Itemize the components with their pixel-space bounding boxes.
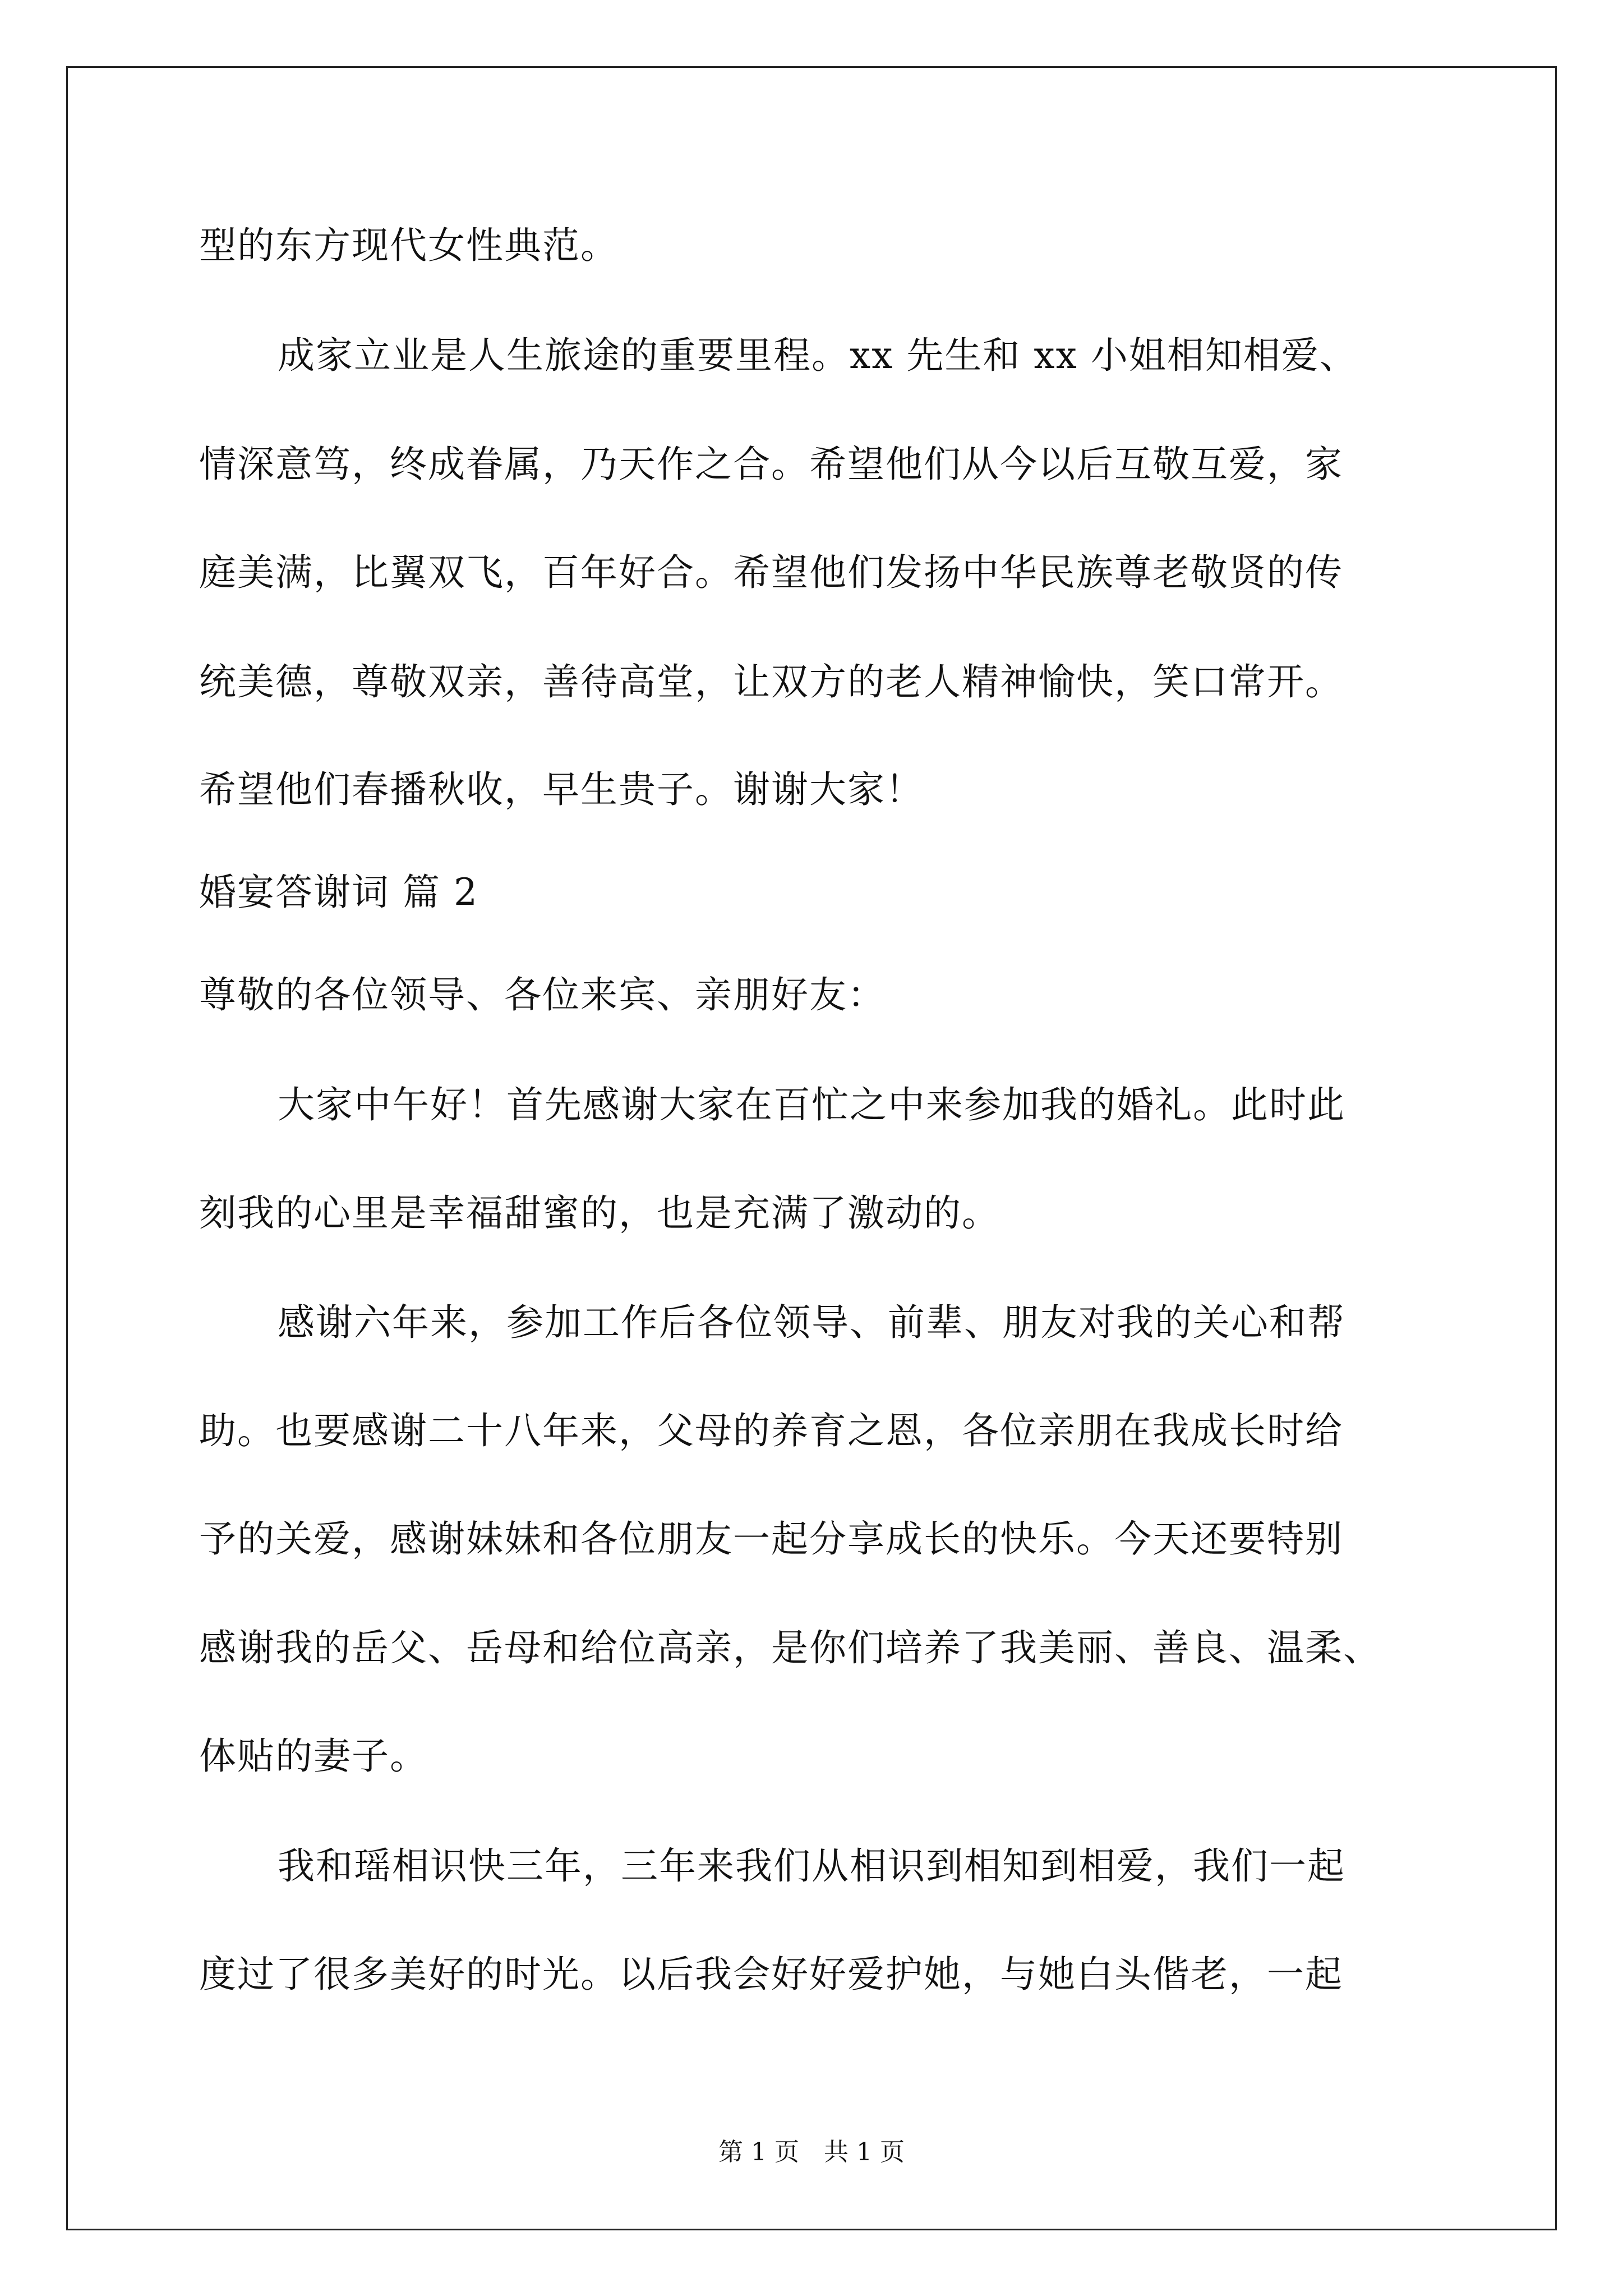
text-line: 统美德，尊敬双亲，善待高堂，让双方的老人精神愉快，笑口常开。 [199,660,1343,703]
text-line: 体贴的妻子。 [199,1734,428,1778]
text-line: 助。也要感谢二十八年来，父母的养育之恩，各位亲朋在我成长时给 [199,1409,1343,1452]
text-line: 大家中午好！首先感谢大家在百忙之中来参加我的婚礼。此时此 [278,1083,1345,1126]
text-line: 感谢六年来，参加工作后各位领导、前辈、朋友对我的关心和帮 [278,1301,1345,1344]
text-line: 成家立业是人生旅途的重要里程。xx 先生和 xx 小姐相知相爱、 [278,334,1358,377]
text-line: 型的东方现代女性典范。 [199,224,619,267]
text-line: 情深意笃，终成眷属，乃天作之合。希望他们从今以后互敬互爱，家 [199,443,1343,486]
text-line: 庭美满，比翼双飞，百年好合。希望他们发扬中华民族尊老敬贤的传 [199,551,1343,594]
text-line: 予的关爱，感谢妹妹和各位朋友一起分享成长的快乐。今天还要特别 [199,1517,1343,1561]
text-line: 刻我的心里是幸福甜蜜的，也是充满了激动的。 [199,1191,1000,1235]
text-line: 感谢我的岳父、岳母和给位高亲，是你们培养了我美丽、善良、温柔、 [199,1626,1381,1669]
page-border [66,66,1557,2230]
text-line: 我和瑶相识快三年，三年来我们从相识到相知到相爱，我们一起 [278,1844,1345,1888]
salutation: 尊敬的各位领导、各位来宾、亲朋好友： [199,973,886,1016]
page-footer: 第 1 页 共 1 页 [718,2138,905,2166]
text-line: 希望他们春播秋收，早生贵子。谢谢大家！ [199,768,924,811]
text-line: 度过了很多美好的时光。以后我会好好爱护她，与她白头偕老，一起 [199,1953,1343,1996]
section-heading: 婚宴答谢词 篇 2 [199,871,478,914]
